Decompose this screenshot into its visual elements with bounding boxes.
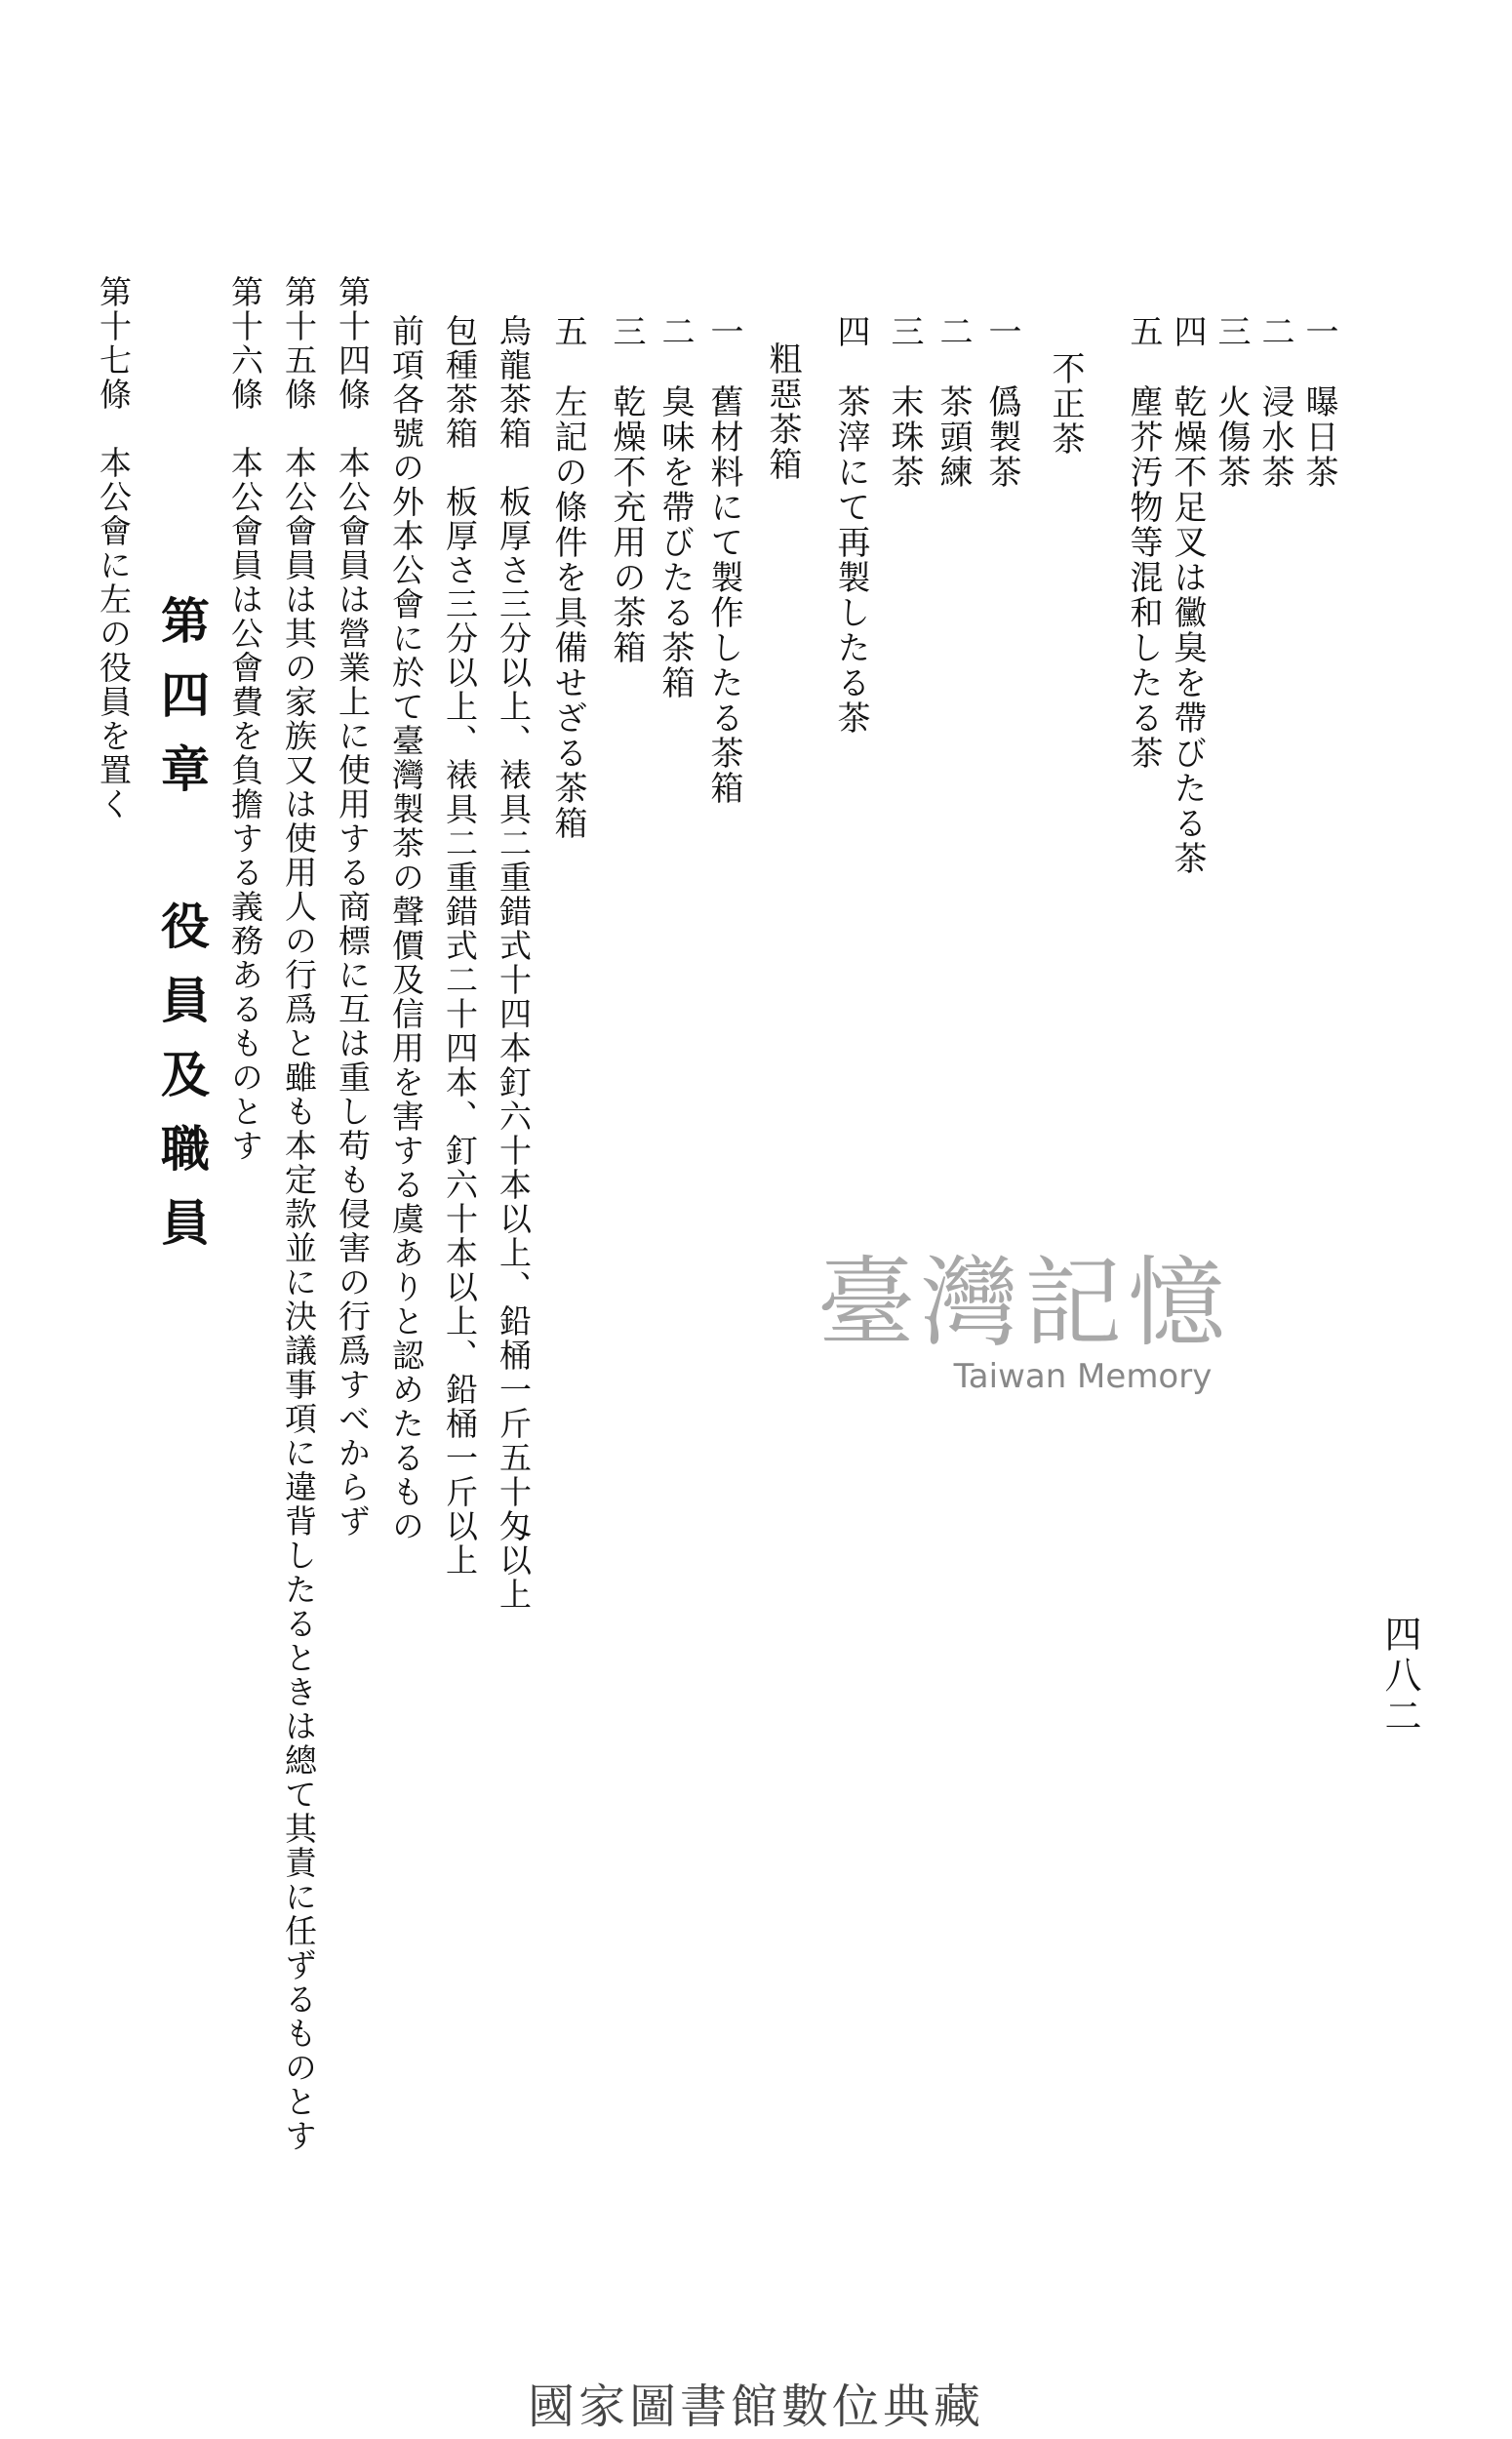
text-line: [885, 314, 924, 490]
item-text: 曝日茶: [1299, 384, 1338, 490]
item-number: 二: [656, 314, 695, 349]
item-text: 左記の條件を具備せざる茶箱: [548, 384, 587, 841]
item-text: 火傷茶: [1212, 384, 1251, 490]
section-heading: [1046, 351, 1085, 457]
text-line: [982, 314, 1021, 490]
text-line: [1124, 314, 1163, 771]
article-number: 第十六條: [226, 275, 264, 412]
item-number: 包種茶箱: [441, 314, 479, 451]
item-number: 四: [1168, 314, 1207, 349]
item-text: 板厚さ三分以上、裱具二重錯式十四本釘六十本以上、鉛桶一斤五十匁以上: [495, 485, 533, 1612]
item-text: 僞製茶: [982, 384, 1021, 490]
article-number: 第十五條: [280, 275, 318, 412]
page-number: 四八二: [1378, 1615, 1421, 1738]
article-line: [280, 275, 318, 2153]
chapter-heading: 第四章 役員及職員: [153, 595, 211, 1271]
article-number: 第十四條: [334, 275, 372, 412]
item-text: 板厚さ三分以上、裱具二重錯式二十四本、釘六十本以上、鉛桶一斤以上: [441, 485, 479, 1578]
item-text: 乾燥不足叉は黴臭を帶びたる茶: [1168, 384, 1207, 876]
text-line: [548, 314, 587, 841]
item-number: 三: [1212, 314, 1251, 349]
text-line: [704, 314, 743, 806]
text-line: [387, 314, 425, 1543]
article-text: 本公會員は營業上に使用する商標に互は重し苟も侵害の行爲すべからず: [334, 446, 372, 1539]
item-number: 二: [1255, 314, 1294, 349]
item-number: 五: [548, 314, 587, 349]
article-line: [226, 275, 264, 1163]
article-line: [334, 275, 372, 1539]
text-line: [656, 314, 695, 700]
text-line: [934, 314, 973, 490]
item-text: 塵芥汚物等混和したる茶: [1124, 384, 1163, 771]
text-line: [1299, 314, 1338, 490]
item-number: 一: [982, 314, 1021, 349]
watermark-chinese: 臺灣記憶: [817, 1246, 1231, 1360]
article-line: [95, 275, 133, 821]
item-number: 烏龍茶箱: [495, 314, 533, 451]
section-heading: [763, 341, 802, 482]
item-text: 末珠茶: [885, 384, 924, 490]
item-text: 浸水茶: [1255, 384, 1294, 490]
watermark-english: Taiwan Memory: [953, 1357, 1213, 1396]
text-line: [1168, 314, 1207, 876]
item-number: 四: [831, 314, 870, 349]
article-number: 第十七條: [95, 275, 133, 412]
text-line: [831, 314, 870, 736]
article-text: 本公會員は公會費を負擔する義務あるものとす: [226, 446, 264, 1163]
item-text: 茶頭練: [934, 384, 973, 490]
text-line: [1212, 314, 1251, 490]
section-heading-text: 粗惡茶箱: [763, 341, 802, 482]
item-text: 茶滓にて再製したる茶: [831, 384, 870, 736]
item-number: 一: [704, 314, 743, 349]
text-line: [607, 314, 646, 665]
article-text: 本公會に左の役員を置く: [95, 446, 133, 821]
item-text: 臭味を帶びたる茶箱: [656, 384, 695, 700]
item-number: 三: [885, 314, 924, 349]
text-line: [495, 314, 533, 1612]
section-heading-text: 不正茶: [1046, 351, 1085, 457]
text-line: [1255, 314, 1294, 490]
watermark: [751, 1224, 1297, 1419]
text-line: [441, 314, 479, 1578]
item-number: 二: [934, 314, 973, 349]
article-text: 本公會員は其の家族又は使用人の行爲と雖も本定款並に決議事項に違背したるときは總て其責に任ずるものとす: [280, 446, 318, 2153]
footer-caption: 國家圖書館數位典藏: [527, 2379, 984, 2434]
item-number: 三: [607, 314, 646, 349]
item-text: 乾燥不充用の茶箱: [607, 384, 646, 665]
item-number: 五: [1124, 314, 1163, 349]
item-number: 一: [1299, 314, 1338, 349]
item-text: 舊材料にて製作したる茶箱: [704, 384, 743, 806]
item-text: 前項各號の外本公會に於て臺灣製茶の聲價及信用を害する虞ありと認めたるもの: [387, 314, 425, 1543]
